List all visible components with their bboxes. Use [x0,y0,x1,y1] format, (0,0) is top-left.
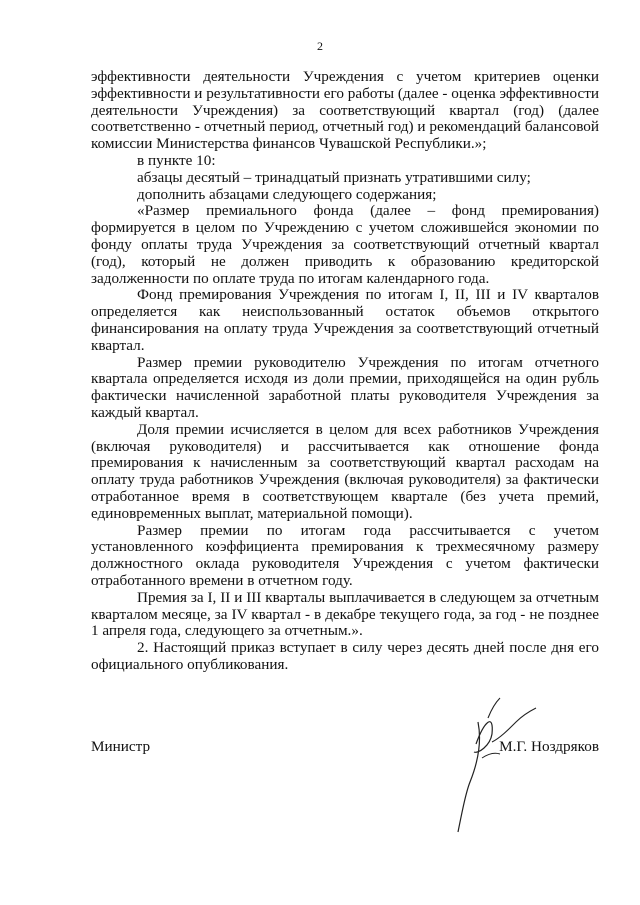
paragraph-head-bonus: Размер премии руководителю Учреждения по итогам отчетного квартала определяется исходя из доли премии, приходящейся на один рубль фактически начисленной заработной платы руководителя Учреждения за каждый квартал. [91,353,599,421]
document-body [91,69,599,674]
paragraph-fund-quarters: Фонд премирования Учреждения по итогам I, II, III и IV кварталов определяется как неиспользованный остаток объемов открытого финансирования на оплату труда Учреждения за соответствующий отчетный квартал. [91,286,599,354]
signatory-name: М.Г. Ноздряков [499,738,599,755]
paragraph-annual-bonus: Размер премии по итогам года рассчитывается с учетом установленного коэффициента премирования к трехмесячному размеру должностного оклада руководителя Учреждения с учетом фактически отработанного времени в отчетном году. [91,521,599,589]
paragraph-entry-into-force: 2. Настоящий приказ вступает в силу через десять дней после дня его официального опубликования. [91,639,599,673]
paragraph-repeal: абзацы десятый – тринадцатый признать утратившими силу; [137,168,531,186]
paragraph-premium-fund: «Размер премиального фонда (далее – фонд премирования) формируется в целом по Учреждению с учетом сложившейся экономии по фонду оплаты труда Учреждения за соответствующий отчетный квартал (год), который не должен приводить к образованию кредиторской задолженности по оплате труда по итогам календарного года. [91,202,599,287]
paragraph-bonus-share: Доля премии исчисляется в целом для всех работников Учреждения (включая руководителя) и рассчитывается как отношение фонда премирования к начисленным за соответствующий квартал расходам на оплату труда работников Учреждения (включая руководителя) за фактически отработанное время в соответствующем квартале (без учета премий, единовременных выплат, материальной помощи). [91,420,599,522]
paragraph-supplement: дополнить абзацами следующего содержания; [137,185,437,203]
handwritten-signature [448,682,558,842]
paragraph-payment-terms: Премия за I, II и III кварталы выплачивается в следующем за отчетным кварталом месяце, за IV квартал - в декабре текущего года, за год - не позднее 1 апреля года, следующего за отчетным.». [91,588,599,640]
paragraph-point-10: в пункте 10: [137,151,216,169]
page-number: 2 [317,39,323,53]
paragraph-continuation: эффективности деятельности Учреждения с учетом критериев оценки эффективности и результативности его работы (далее - оценка эффективности деятельности Учреждения) за соответствующий квартал (год) (далее соответственно - отчетный период, отчетный год) и рекомендаций балансовой комиссии Министерства финансов Чувашской Республики.»; [91,68,599,153]
signatory-role: Министр [91,738,151,755]
